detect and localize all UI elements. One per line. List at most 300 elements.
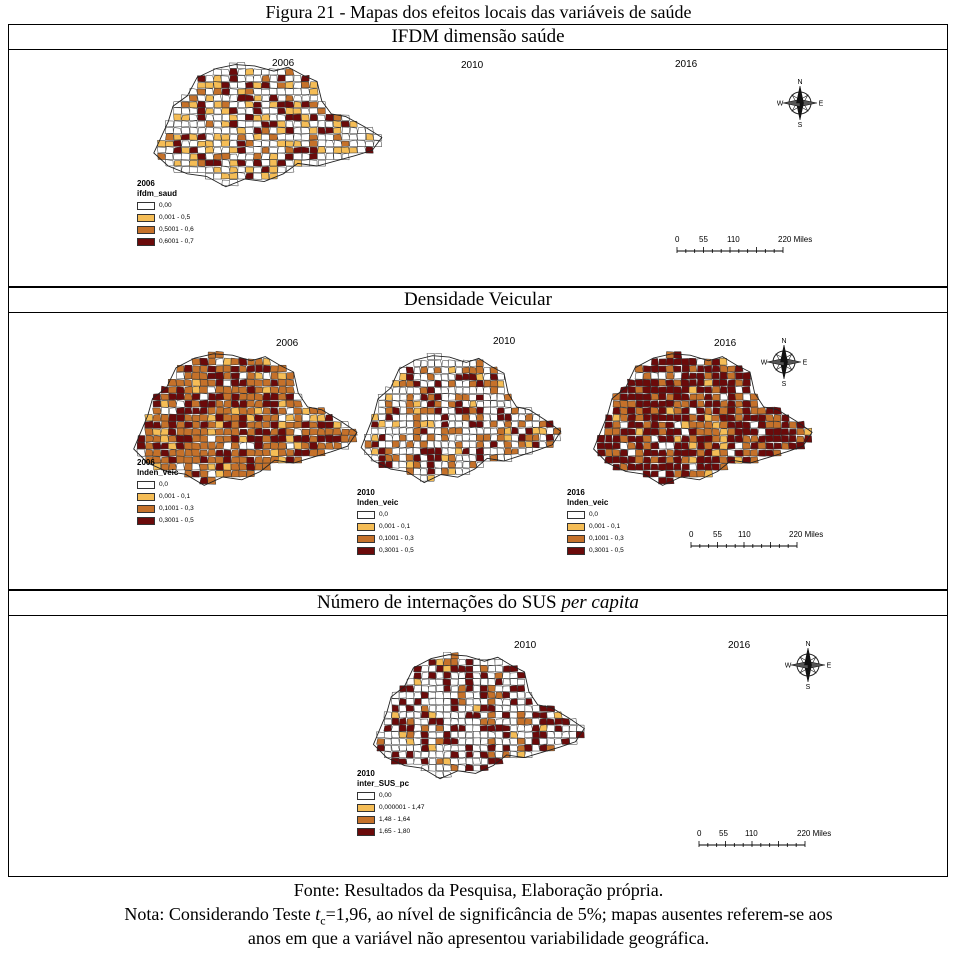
municipality-cell bbox=[205, 108, 213, 114]
municipality-cell bbox=[469, 455, 476, 462]
municipality-cell bbox=[198, 141, 206, 146]
municipality-cell bbox=[261, 114, 270, 120]
municipality-cell bbox=[666, 407, 674, 414]
municipality-cell bbox=[443, 659, 451, 666]
municipality-cell bbox=[181, 102, 189, 108]
municipality-cell bbox=[681, 421, 689, 428]
municipality-cell bbox=[385, 442, 393, 448]
municipality-cell bbox=[497, 408, 505, 414]
municipality-cell bbox=[177, 408, 185, 414]
municipality-cell bbox=[456, 455, 463, 461]
legend-swatch bbox=[137, 238, 155, 246]
municipality-cell bbox=[318, 121, 325, 128]
municipality-cell bbox=[269, 127, 277, 133]
municipality-cell bbox=[198, 128, 206, 134]
municipality-cell bbox=[255, 463, 263, 470]
municipality-cell bbox=[174, 135, 182, 140]
municipality-cell bbox=[189, 102, 198, 108]
municipality-cell bbox=[317, 153, 325, 159]
municipality-cell bbox=[392, 400, 399, 407]
municipality-cell bbox=[562, 718, 570, 725]
municipality-cell bbox=[286, 408, 294, 414]
municipality-cell bbox=[495, 660, 503, 666]
municipality-cell bbox=[208, 422, 216, 428]
municipality-cell bbox=[674, 387, 682, 394]
municipality-cell bbox=[318, 140, 326, 146]
municipality-cell bbox=[294, 449, 302, 456]
municipality-cell bbox=[400, 395, 407, 401]
municipality-cell bbox=[697, 450, 705, 456]
municipality-cell bbox=[208, 366, 216, 372]
municipality-cell bbox=[673, 366, 681, 372]
scale-tick-label: 110 bbox=[727, 235, 740, 244]
municipality-cell bbox=[223, 414, 231, 421]
municipality-cell bbox=[525, 712, 533, 718]
municipality-cell bbox=[200, 456, 208, 463]
municipality-cell bbox=[392, 718, 399, 725]
municipality-cell bbox=[436, 759, 443, 765]
municipality-cell bbox=[269, 69, 278, 75]
legend-year: 2006 bbox=[137, 458, 155, 467]
municipality-cell bbox=[406, 692, 414, 699]
compass-n: N bbox=[805, 641, 811, 648]
note-text: =1,96, ao nível de significância de 5%; mapas ausentes referem-se aos bbox=[325, 904, 833, 924]
municipality-cell bbox=[605, 456, 613, 463]
municipality-cell bbox=[237, 95, 246, 101]
municipality-cell bbox=[458, 745, 466, 751]
municipality-cell bbox=[400, 414, 407, 421]
municipality-cell bbox=[310, 121, 318, 127]
municipality-cell bbox=[247, 400, 255, 407]
municipality-cell bbox=[223, 456, 231, 463]
municipality-cell bbox=[200, 470, 208, 477]
municipality-cell bbox=[525, 699, 532, 705]
municipality-cell bbox=[208, 435, 216, 442]
municipality-cell bbox=[429, 665, 436, 672]
municipality-cell bbox=[231, 421, 239, 428]
municipality-cell bbox=[326, 147, 334, 153]
municipality-cell bbox=[270, 75, 277, 81]
municipality-cell bbox=[720, 443, 728, 449]
municipality-cell bbox=[666, 358, 675, 365]
municipality-cell bbox=[208, 449, 216, 456]
municipality-cell bbox=[651, 358, 658, 365]
municipality-cell bbox=[309, 422, 317, 428]
municipality-cell bbox=[399, 421, 406, 428]
municipality-cell bbox=[469, 441, 476, 448]
municipality-cell bbox=[525, 718, 533, 724]
municipality-cell bbox=[184, 394, 193, 400]
municipality-cell bbox=[532, 718, 540, 724]
municipality-cell bbox=[480, 731, 488, 738]
municipality-cell bbox=[643, 366, 651, 372]
municipality-cell bbox=[406, 758, 414, 764]
municipality-cell bbox=[451, 711, 459, 718]
municipality-cell bbox=[421, 706, 429, 712]
municipality-cell bbox=[223, 436, 231, 442]
municipality-cell bbox=[420, 428, 427, 434]
municipality-cell bbox=[294, 141, 302, 147]
municipality-cell bbox=[229, 102, 237, 108]
municipality-cell bbox=[406, 751, 413, 758]
municipality-cell bbox=[213, 147, 221, 153]
scale-tick-label: 110 bbox=[745, 829, 758, 838]
municipality-cell bbox=[230, 154, 238, 159]
municipality-cell bbox=[318, 115, 326, 121]
municipality-cell bbox=[173, 154, 182, 160]
municipality-cell bbox=[215, 393, 224, 400]
municipality-cell bbox=[232, 393, 239, 400]
municipality-cell bbox=[318, 408, 326, 414]
municipality-cell bbox=[174, 121, 182, 127]
municipality-cell bbox=[480, 692, 487, 698]
municipality-cell bbox=[279, 386, 287, 393]
municipality-cell bbox=[504, 435, 512, 441]
municipality-cell bbox=[309, 449, 317, 456]
municipality-cell bbox=[651, 471, 660, 477]
municipality-cell bbox=[192, 449, 200, 456]
municipality-cell bbox=[224, 372, 231, 379]
municipality-cell bbox=[713, 408, 720, 415]
municipality-cell bbox=[279, 400, 286, 407]
municipality-cell bbox=[443, 679, 451, 686]
municipality-cell bbox=[392, 705, 399, 712]
municipality-cell bbox=[483, 441, 490, 447]
municipality-cell bbox=[476, 455, 483, 462]
legend-class: 1,48 - 1,64 bbox=[379, 815, 411, 823]
municipality-cell bbox=[462, 394, 470, 401]
municipality-cell bbox=[682, 407, 689, 414]
municipality-cell bbox=[495, 751, 502, 757]
municipality-cell bbox=[659, 450, 667, 456]
municipality-cell bbox=[512, 414, 519, 421]
municipality-cell bbox=[255, 449, 263, 456]
municipality-cell bbox=[253, 141, 261, 147]
municipality-cell bbox=[488, 758, 495, 764]
municipality-cell bbox=[201, 428, 209, 435]
municipality-cell bbox=[176, 435, 184, 442]
municipality-cell bbox=[197, 89, 205, 95]
municipality-cell bbox=[728, 428, 736, 435]
municipality-cell bbox=[713, 401, 721, 407]
municipality-cell bbox=[414, 421, 421, 428]
municipality-cell bbox=[378, 421, 386, 428]
municipality-cell bbox=[477, 407, 484, 414]
municipality-cell bbox=[278, 75, 287, 81]
municipality-cell bbox=[712, 422, 720, 428]
municipality-cell bbox=[735, 393, 743, 400]
municipality-cell bbox=[192, 393, 200, 400]
municipality-cell bbox=[287, 372, 294, 379]
municipality-cell bbox=[712, 415, 719, 421]
municipality-cell bbox=[391, 732, 399, 738]
municipality-cell bbox=[206, 121, 214, 127]
municipality-cell bbox=[189, 140, 198, 146]
municipality-cell bbox=[414, 401, 421, 407]
municipality-cell bbox=[495, 679, 502, 685]
compass-e: E bbox=[802, 359, 807, 367]
municipality-cell bbox=[384, 731, 392, 738]
municipality-cell bbox=[421, 679, 428, 685]
municipality-cell bbox=[168, 428, 176, 435]
municipality-cell bbox=[414, 455, 421, 462]
municipality-cell bbox=[533, 705, 540, 712]
municipality-cell bbox=[488, 699, 495, 705]
municipality-cell bbox=[704, 387, 711, 393]
municipality-cell bbox=[427, 387, 434, 394]
municipality-cell bbox=[161, 394, 169, 400]
municipality-cell bbox=[286, 147, 294, 153]
legend-class: 0,0 bbox=[379, 510, 389, 518]
municipality-cell bbox=[421, 732, 429, 738]
municipality-cell bbox=[704, 449, 712, 456]
year-label-2010: 2010 bbox=[461, 60, 484, 71]
municipality-cell bbox=[444, 705, 451, 712]
municipality-cell bbox=[697, 366, 704, 372]
municipality-cell bbox=[483, 387, 490, 394]
municipality-cell bbox=[650, 387, 658, 394]
municipality-cell bbox=[666, 386, 674, 393]
municipality-cell bbox=[727, 415, 735, 422]
municipality-cell bbox=[476, 367, 484, 374]
municipality-cell bbox=[436, 725, 443, 731]
municipality-cell bbox=[456, 387, 463, 393]
municipality-cell bbox=[406, 421, 413, 427]
municipality-cell bbox=[215, 436, 224, 442]
municipality-cell bbox=[462, 455, 469, 461]
municipality-cell bbox=[384, 745, 391, 751]
municipality-cell bbox=[429, 718, 437, 725]
municipality-cell bbox=[532, 738, 540, 745]
municipality-cell bbox=[317, 108, 325, 114]
municipality-cell bbox=[421, 725, 428, 731]
municipality-cell bbox=[758, 450, 766, 457]
municipality-cell bbox=[239, 436, 248, 442]
municipality-cell bbox=[399, 692, 406, 699]
municipality-cell bbox=[510, 725, 517, 732]
municipality-cell bbox=[474, 692, 481, 699]
municipality-cell bbox=[153, 435, 161, 442]
municipality-cell bbox=[400, 441, 406, 448]
municipality-cell bbox=[168, 400, 177, 407]
municipality-cell bbox=[517, 712, 525, 718]
municipality-cell bbox=[421, 394, 428, 401]
compass-icon bbox=[785, 640, 831, 690]
municipality-cell bbox=[727, 422, 735, 428]
municipality-cell bbox=[253, 102, 261, 107]
municipality-cell bbox=[285, 154, 293, 160]
municipality-cell bbox=[495, 686, 503, 692]
municipality-cell bbox=[465, 718, 473, 724]
municipality-cell bbox=[293, 114, 301, 121]
municipality-cell bbox=[392, 448, 400, 455]
municipality-cell bbox=[222, 160, 230, 167]
municipality-cell bbox=[399, 373, 406, 380]
year-label-2016: 2016 bbox=[714, 338, 737, 349]
municipality-cell bbox=[449, 415, 456, 421]
municipality-cell bbox=[443, 718, 451, 725]
legend-class: 0,00 bbox=[159, 201, 172, 209]
municipality-cell bbox=[216, 471, 224, 477]
municipality-cell bbox=[237, 114, 245, 120]
municipality-cell bbox=[674, 380, 683, 386]
municipality-cell bbox=[407, 434, 414, 441]
municipality-cell bbox=[743, 408, 751, 414]
municipality-cell bbox=[427, 368, 434, 374]
municipality-cell bbox=[184, 428, 192, 435]
municipality-cell bbox=[442, 394, 449, 401]
municipality-cell bbox=[200, 464, 208, 470]
municipality-cell bbox=[197, 121, 205, 127]
municipality-cell bbox=[399, 698, 406, 704]
municipality-cell bbox=[697, 415, 704, 422]
municipality-cell bbox=[681, 386, 689, 393]
municipality-cell bbox=[427, 408, 434, 414]
municipality-cell bbox=[197, 101, 206, 107]
municipality-cell bbox=[455, 448, 462, 454]
municipality-cell bbox=[153, 443, 162, 449]
municipality-cell bbox=[278, 421, 286, 428]
municipality-cell bbox=[644, 463, 651, 470]
municipality-cell bbox=[525, 441, 532, 447]
year-label-2006: 2006 bbox=[272, 58, 295, 69]
municipality-cell bbox=[318, 127, 325, 133]
municipality-cell bbox=[651, 442, 659, 449]
municipality-cell bbox=[469, 414, 476, 420]
municipality-cell bbox=[435, 468, 442, 474]
municipality-cell bbox=[511, 449, 518, 455]
municipality-cell bbox=[185, 449, 192, 456]
municipality-cell bbox=[406, 705, 414, 711]
municipality-cell bbox=[192, 372, 201, 379]
municipality-cell bbox=[712, 464, 720, 471]
scale-bar bbox=[675, 235, 835, 255]
municipality-cell bbox=[213, 160, 221, 166]
municipality-cell bbox=[377, 738, 385, 744]
municipality-cell bbox=[448, 367, 455, 374]
municipality-cell bbox=[427, 434, 435, 441]
municipality-cell bbox=[697, 373, 704, 379]
municipality-cell bbox=[548, 738, 555, 745]
municipality-cell bbox=[399, 461, 406, 467]
municipality-cell bbox=[215, 372, 223, 379]
municipality-cell bbox=[689, 414, 697, 421]
municipality-cell bbox=[197, 108, 205, 115]
municipality-cell bbox=[216, 407, 223, 414]
municipality-cell bbox=[635, 380, 644, 386]
municipality-cell bbox=[190, 127, 198, 134]
municipality-cell bbox=[510, 712, 518, 718]
legend-class: 0,3001 - 0,5 bbox=[379, 546, 414, 554]
municipality-cell bbox=[286, 127, 294, 133]
municipality-cell bbox=[270, 387, 278, 394]
municipality-cell bbox=[462, 428, 470, 434]
municipality-cell bbox=[532, 745, 539, 751]
legend-swatch bbox=[137, 481, 155, 489]
municipality-cell bbox=[174, 114, 182, 120]
municipality-cell bbox=[231, 415, 239, 421]
municipality-cell bbox=[636, 442, 644, 449]
municipality-cell bbox=[480, 752, 488, 758]
municipality-cell bbox=[176, 393, 184, 400]
municipality-cell bbox=[673, 429, 681, 435]
municipality-cell bbox=[286, 414, 294, 421]
municipality-cell bbox=[455, 401, 462, 407]
municipality-cell bbox=[230, 75, 238, 82]
municipality-cell bbox=[229, 69, 238, 75]
municipality-cell bbox=[165, 127, 173, 133]
municipality-cell bbox=[674, 421, 681, 428]
municipality-cell bbox=[231, 358, 239, 365]
municipality-cell bbox=[483, 421, 490, 428]
legend-swatch bbox=[357, 816, 375, 824]
municipality-cell bbox=[245, 69, 254, 75]
municipality-cell bbox=[278, 167, 285, 173]
municipality-cell bbox=[505, 414, 512, 421]
municipality-cell bbox=[215, 386, 223, 393]
municipality-cell bbox=[372, 441, 379, 447]
municipality-cell bbox=[414, 712, 421, 718]
municipality-cell bbox=[532, 434, 539, 440]
municipality-cell bbox=[420, 448, 427, 455]
municipality-cell bbox=[295, 415, 302, 422]
municipality-cell bbox=[413, 374, 420, 380]
municipality-cell bbox=[325, 428, 333, 435]
municipality-cell bbox=[277, 83, 286, 89]
municipality-cell bbox=[223, 408, 231, 414]
municipality-cell bbox=[490, 407, 497, 414]
municipality-cell bbox=[451, 673, 459, 679]
municipality-cell bbox=[483, 373, 490, 380]
compass-e: E bbox=[826, 662, 831, 670]
municipality-cell bbox=[238, 173, 246, 179]
municipality-cell bbox=[667, 394, 675, 400]
municipality-cell bbox=[720, 372, 727, 379]
scale-tick-label: 0 bbox=[675, 235, 680, 244]
municipality-cell bbox=[414, 673, 421, 679]
municipality-cell bbox=[658, 366, 666, 372]
municipality-cell bbox=[270, 393, 279, 400]
municipality-cell bbox=[681, 436, 689, 442]
municipality-cell bbox=[182, 128, 190, 134]
municipality-cell bbox=[301, 108, 309, 114]
municipality-cell bbox=[488, 712, 496, 718]
municipality-cell bbox=[325, 140, 334, 146]
municipality-cell bbox=[510, 738, 518, 744]
municipality-cell bbox=[333, 128, 341, 134]
municipality-cell bbox=[658, 464, 666, 471]
municipality-cell bbox=[628, 401, 636, 408]
municipality-cell bbox=[465, 679, 473, 685]
municipality-cell bbox=[197, 154, 205, 160]
municipality-cell bbox=[773, 435, 781, 442]
municipality-cell bbox=[525, 421, 532, 427]
municipality-cell bbox=[443, 712, 450, 718]
municipality-cell bbox=[263, 365, 270, 372]
municipality-cell bbox=[427, 454, 434, 461]
municipality-cell bbox=[704, 421, 712, 428]
municipality-cell bbox=[613, 407, 620, 414]
municipality-cell bbox=[743, 394, 751, 401]
municipality-cell bbox=[628, 386, 636, 393]
municipality-cell bbox=[325, 134, 334, 141]
municipality-cell bbox=[182, 141, 190, 147]
legend-swatch bbox=[137, 226, 155, 234]
municipality-cell bbox=[406, 380, 414, 387]
municipality-cell bbox=[169, 414, 177, 421]
municipality-cell bbox=[442, 448, 449, 454]
municipality-cell bbox=[254, 400, 263, 407]
